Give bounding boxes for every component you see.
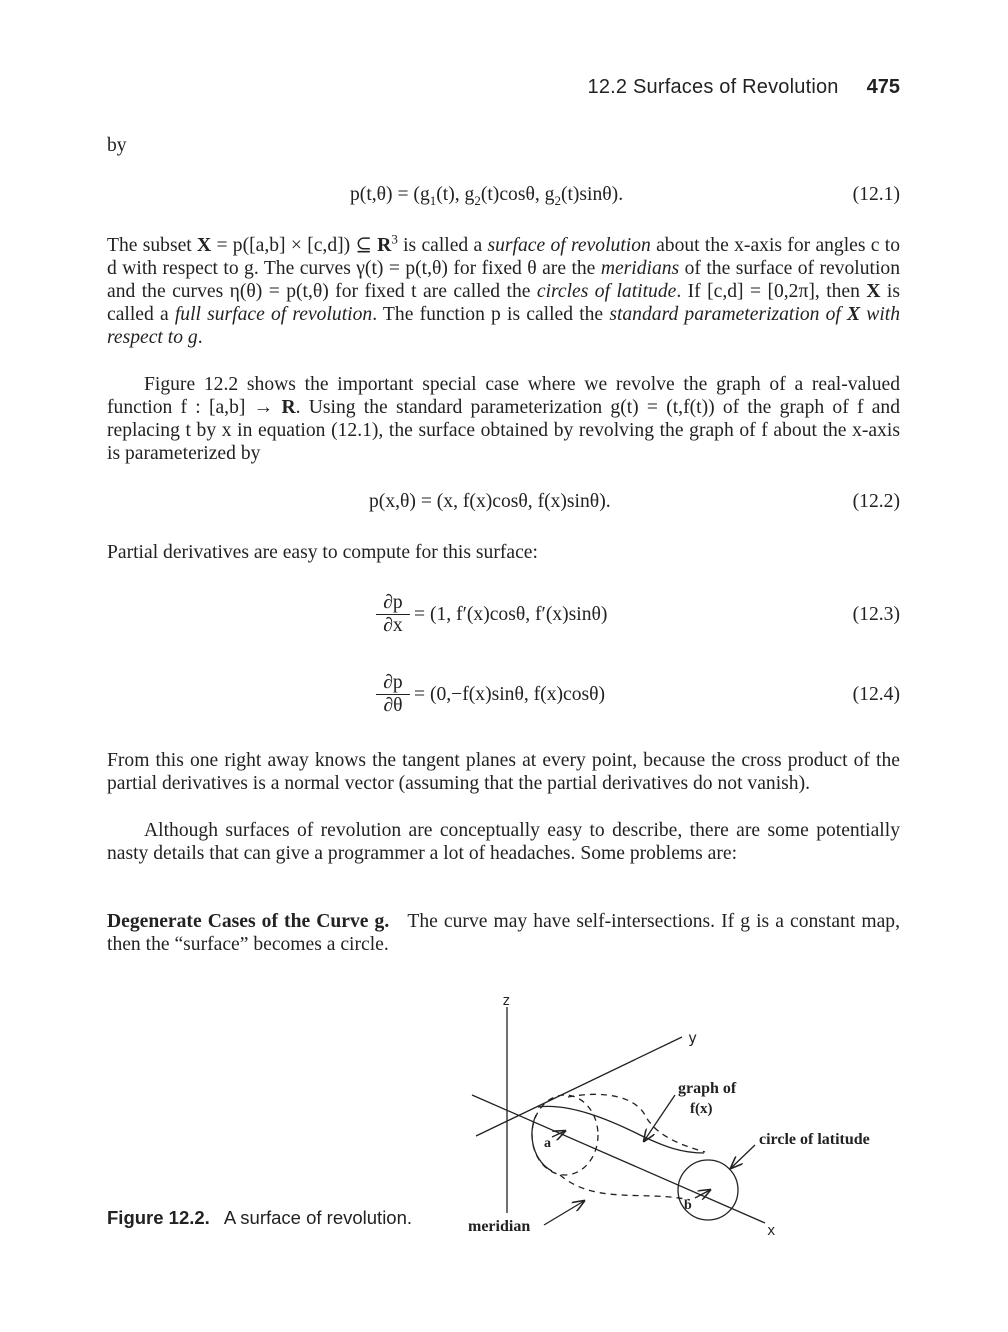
run-in-heading: Degenerate Cases of the Curve g. xyxy=(107,911,390,932)
equation-number: (12.1) xyxy=(852,184,900,205)
figure-caption-text: A surface of revolution. xyxy=(223,1207,413,1228)
equation-12-4-rhs: = (0,−f(x)sinθ, f(x)cosθ) xyxy=(414,684,606,705)
label-x: x xyxy=(767,1223,776,1235)
surface-lower-edge xyxy=(538,1106,704,1153)
paragraph-figure-intro: Figure 12.2 shows the important special case where we revolve the graph of a real-valued function f : [a,b] → R. Using the standard parameterization g(t) = (t,f(t)) of the graph of f and replacing t by x in equation (12.1), the surface obtained by revolving the graph of f about the x-axis is parameterized by xyxy=(107,374,900,464)
equation-12-1-body: $p(t,\theta) = (g_1(t)$, $g_2(t)\cos\theta$, $g_2(t)\sin\theta$). xyxy=(350,184,624,208)
equation-12-3 xyxy=(107,593,900,645)
equation-12-2 xyxy=(107,491,900,531)
equation-number: (12.2) xyxy=(852,491,900,512)
x-axis xyxy=(472,1095,765,1223)
text-by: by xyxy=(107,135,127,156)
figure-caption-label: Figure 12.2. xyxy=(107,1207,210,1228)
label-f-of-x: f(x) xyxy=(690,1101,713,1117)
equation-12-2-body: p(x,θ) = (x, f(x)cosθ, f(x)sinθ). xyxy=(369,491,611,512)
equation-number: (12.3) xyxy=(852,604,900,625)
equation-number: (12.4) xyxy=(852,684,900,705)
equation-12-1 xyxy=(107,184,900,224)
label-graph-of: graph of xyxy=(678,1080,737,1097)
label-a: a xyxy=(544,1136,551,1151)
paragraph-degenerate: Degenerate Cases of the Curve g. The curve may have self-intersections. If g is a constant map, then the “surface” becomes a circle. xyxy=(107,911,900,955)
label-meridian: meridian xyxy=(468,1218,531,1235)
fraction: ∂p ∂θ xyxy=(376,673,410,716)
paragraph-partials: Partial derivatives are easy to compute for this surface: xyxy=(107,542,538,563)
label-y: y xyxy=(688,1029,698,1047)
arrow-circle xyxy=(731,1145,755,1168)
equation-12-4 xyxy=(107,673,900,725)
label-circle-of-latitude: circle of latitude xyxy=(759,1131,870,1148)
figure-caption xyxy=(107,1207,412,1229)
surface-bottom-edge xyxy=(560,1175,690,1200)
section-title: 12.2 Surfaces of Revolution xyxy=(587,76,839,98)
arrow-meridian xyxy=(544,1201,584,1225)
figure-surface-of-revolution xyxy=(420,985,900,1235)
running-header xyxy=(0,76,900,99)
arrow-a xyxy=(552,1131,565,1137)
label-z: z xyxy=(502,993,511,1009)
page-number: 475 xyxy=(866,76,900,98)
equation-12-3-rhs: = (1, f′(x)cosθ, f′(x)sinθ) xyxy=(414,604,608,625)
label-b: b xyxy=(684,1198,692,1213)
paragraph-tangent: From this one right away knows the tangent planes at every point, because the cross product of the partial derivatives is a normal vector (assuming that the partial derivatives do not vanish). xyxy=(107,750,900,794)
paragraph-definition: The subset X = p([a,b] × [c,d]) ⊆ $R^3$ is called a surface of revolution about the x-axis for angles c to d with respect to g. The curves γ(t) = p(t,θ) for fixed θ are the meridians of the surface of revolution and the curves η(θ) = p(t,θ) for fixed t are called the circles of latitude. If [c,d] = [0,2π], then X is called a full surface of revolution. The function p is called the standard parameterization of X with respect to g. xyxy=(107,231,901,348)
graph-of-f-upper xyxy=(568,1094,705,1152)
fraction: ∂p ∂x xyxy=(376,593,410,636)
arrow-graph-of xyxy=(644,1095,675,1141)
paragraph-problems: Although surfaces of revolution are conceptually easy to describe, there are some potentially nasty details that can give a programmer a lot of headaches. Some problems are: xyxy=(107,820,900,864)
